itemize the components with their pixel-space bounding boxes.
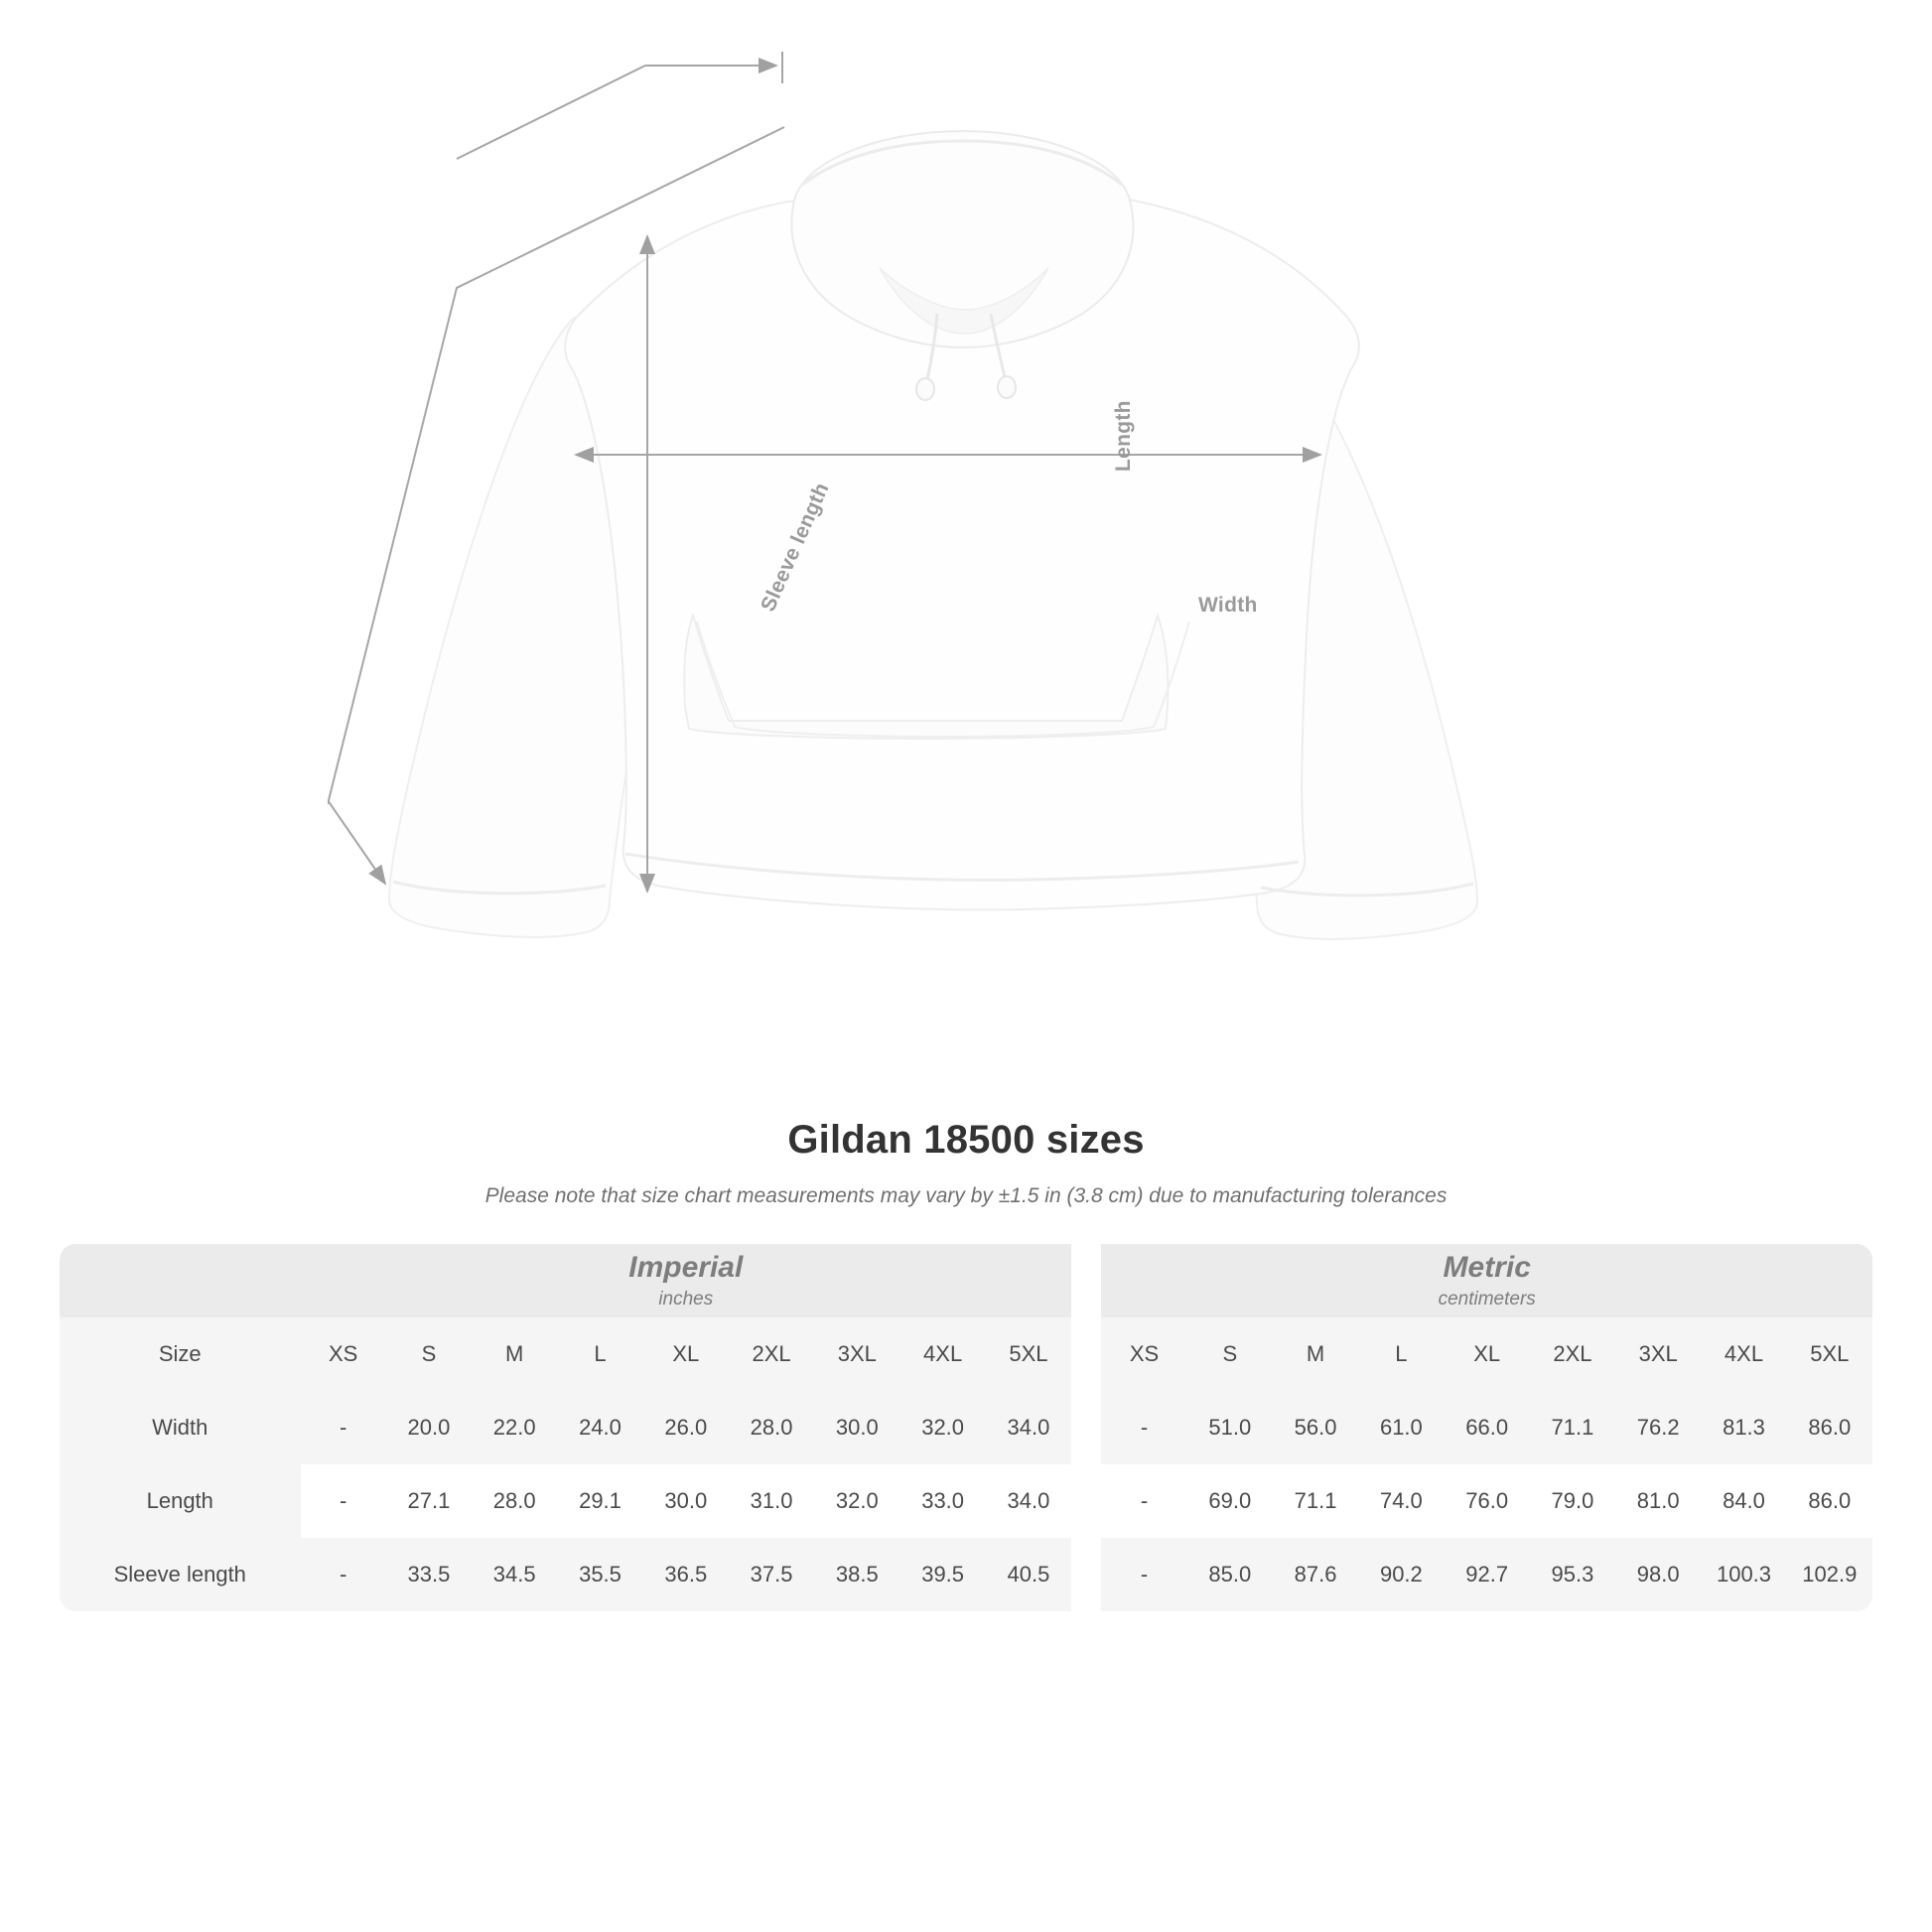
cell-length-imp-5: 31.0 xyxy=(729,1464,814,1538)
cell-sleeve-imp-3: 35.5 xyxy=(557,1538,642,1611)
cell-sleeve-imp-4: 36.5 xyxy=(643,1538,729,1611)
table-row xyxy=(60,1464,1872,1538)
cell-sleeve-met-8: 102.9 xyxy=(1787,1538,1872,1611)
size-header-metric-4: XL xyxy=(1445,1317,1530,1391)
sleeve-dimension-label: Sleeve length xyxy=(757,479,834,616)
unit-gap xyxy=(1071,1244,1101,1317)
size-header-imperial-7: 4XL xyxy=(899,1317,985,1391)
size-header-imperial-1: S xyxy=(386,1317,472,1391)
cell-width-met-0: - xyxy=(1101,1391,1186,1464)
cell-length-met-5: 79.0 xyxy=(1530,1464,1615,1538)
cell-width-imp-1: 20.0 xyxy=(386,1391,472,1464)
cell-sleeve-imp-1: 33.5 xyxy=(386,1538,472,1611)
hoodie-svg xyxy=(328,119,1588,1072)
cell-sleeve-imp-7: 39.5 xyxy=(899,1538,985,1611)
sleeve-arrow-bottom xyxy=(328,800,385,884)
cell-length-imp-6: 32.0 xyxy=(814,1464,899,1538)
size-header-imperial-8: 5XL xyxy=(986,1317,1071,1391)
cell-length-met-2: 71.1 xyxy=(1273,1464,1358,1538)
cell-width-met-4: 66.0 xyxy=(1445,1391,1530,1464)
size-header-gap xyxy=(1071,1317,1101,1391)
row-label-sleeve-length: Sleeve length xyxy=(60,1538,301,1611)
cell-width-imp-4: 26.0 xyxy=(643,1391,729,1464)
cell-length-imp-0: - xyxy=(301,1464,386,1538)
cell-sleeve-met-1: 85.0 xyxy=(1187,1538,1273,1611)
size-header-metric-3: L xyxy=(1358,1317,1444,1391)
row-label-width: Width xyxy=(60,1391,301,1464)
cell-length-imp-2: 28.0 xyxy=(472,1464,557,1538)
cell-length-met-3: 74.0 xyxy=(1358,1464,1444,1538)
cell-sleeve-imp-5: 37.5 xyxy=(729,1538,814,1611)
size-header-imperial-6: 3XL xyxy=(814,1317,899,1391)
cell-sleeve-met-5: 95.3 xyxy=(1530,1538,1615,1611)
unit-group-metric-name: Metric xyxy=(1443,1250,1531,1284)
size-header-metric-1: S xyxy=(1187,1317,1273,1391)
cell-length-met-1: 69.0 xyxy=(1187,1464,1273,1538)
unit-header-row xyxy=(60,1244,1872,1317)
cell-length-imp-1: 27.1 xyxy=(386,1464,472,1538)
cell-sleeve-imp-2: 34.5 xyxy=(472,1538,557,1611)
cell-width-met-3: 61.0 xyxy=(1358,1391,1444,1464)
row-label-length: Length xyxy=(60,1464,301,1538)
cell-length-imp-4: 30.0 xyxy=(643,1464,729,1538)
cell-width-imp-8: 34.0 xyxy=(986,1391,1071,1464)
size-header-metric-5: 2XL xyxy=(1530,1317,1615,1391)
cell-sleeve-met-4: 92.7 xyxy=(1445,1538,1530,1611)
row-gap-length xyxy=(1071,1464,1101,1538)
size-header-metric-6: 3XL xyxy=(1615,1317,1701,1391)
unit-corner xyxy=(60,1244,301,1317)
cell-width-imp-5: 28.0 xyxy=(729,1391,814,1464)
cell-sleeve-met-3: 90.2 xyxy=(1358,1538,1444,1611)
cell-width-met-7: 81.3 xyxy=(1701,1391,1786,1464)
table-row xyxy=(60,1391,1872,1464)
size-header-imperial-2: M xyxy=(472,1317,557,1391)
cell-length-imp-7: 33.0 xyxy=(899,1464,985,1538)
size-header-metric-2: M xyxy=(1273,1317,1358,1391)
width-dimension-label: Width xyxy=(1198,594,1258,617)
top-leader-svg xyxy=(328,50,1588,189)
row-gap-width xyxy=(1071,1391,1101,1464)
cell-sleeve-met-2: 87.6 xyxy=(1273,1538,1358,1611)
cell-length-imp-3: 29.1 xyxy=(557,1464,642,1538)
cell-width-met-6: 76.2 xyxy=(1615,1391,1701,1464)
size-table-wrapper xyxy=(60,1244,1872,1611)
size-table xyxy=(60,1244,1872,1611)
cell-length-met-7: 84.0 xyxy=(1701,1464,1786,1538)
cell-length-met-8: 86.0 xyxy=(1787,1464,1872,1538)
title-block xyxy=(0,1118,1932,1208)
size-header-metric-0: XS xyxy=(1101,1317,1186,1391)
cell-sleeve-met-0: - xyxy=(1101,1538,1186,1611)
cell-width-imp-2: 22.0 xyxy=(472,1391,557,1464)
size-header-imperial-0: XS xyxy=(301,1317,386,1391)
hoodie-diagram xyxy=(328,119,1588,1072)
size-header-imperial-4: XL xyxy=(643,1317,729,1391)
size-header-imperial-5: 2XL xyxy=(729,1317,814,1391)
unit-group-imperial xyxy=(301,1244,1072,1317)
size-header-metric-8: 5XL xyxy=(1787,1317,1872,1391)
tolerance-note: Please note that size chart measurements may vary by ±1.5 in (3.8 cm) due to manufacturing tolerances xyxy=(484,1184,1448,1207)
cell-length-met-4: 76.0 xyxy=(1445,1464,1530,1538)
size-header-label: Size xyxy=(60,1317,301,1391)
page-title: Gildan 18500 sizes xyxy=(787,1118,1145,1162)
row-gap-sleeve xyxy=(1071,1538,1101,1611)
table-row xyxy=(60,1538,1872,1611)
cell-width-met-5: 71.1 xyxy=(1530,1391,1615,1464)
unit-group-imperial-name: Imperial xyxy=(628,1250,744,1284)
cell-length-met-0: - xyxy=(1101,1464,1186,1538)
cell-width-imp-3: 24.0 xyxy=(557,1391,642,1464)
cell-sleeve-imp-6: 38.5 xyxy=(814,1538,899,1611)
cell-width-imp-6: 30.0 xyxy=(814,1391,899,1464)
unit-group-metric-sub: centimeters xyxy=(1438,1289,1536,1311)
cell-length-met-6: 81.0 xyxy=(1615,1464,1701,1538)
cell-sleeve-imp-8: 40.5 xyxy=(986,1538,1071,1611)
cell-width-imp-0: - xyxy=(301,1391,386,1464)
cell-width-met-1: 51.0 xyxy=(1187,1391,1273,1464)
unit-group-metric xyxy=(1101,1244,1872,1317)
size-header-imperial-3: L xyxy=(557,1317,642,1391)
cell-width-met-2: 56.0 xyxy=(1273,1391,1358,1464)
cell-width-met-8: 86.0 xyxy=(1787,1391,1872,1464)
cell-sleeve-met-6: 98.0 xyxy=(1615,1538,1701,1611)
unit-group-imperial-sub: inches xyxy=(658,1289,714,1311)
cell-width-imp-7: 32.0 xyxy=(899,1391,985,1464)
length-dimension-label: Length xyxy=(1112,400,1135,472)
size-header-metric-7: 4XL xyxy=(1701,1317,1786,1391)
size-header-row xyxy=(60,1317,1872,1391)
cell-sleeve-met-7: 100.3 xyxy=(1701,1538,1786,1611)
hoodie-shape xyxy=(389,131,1477,939)
cell-length-imp-8: 34.0 xyxy=(986,1464,1071,1538)
cell-sleeve-imp-0: - xyxy=(301,1538,386,1611)
